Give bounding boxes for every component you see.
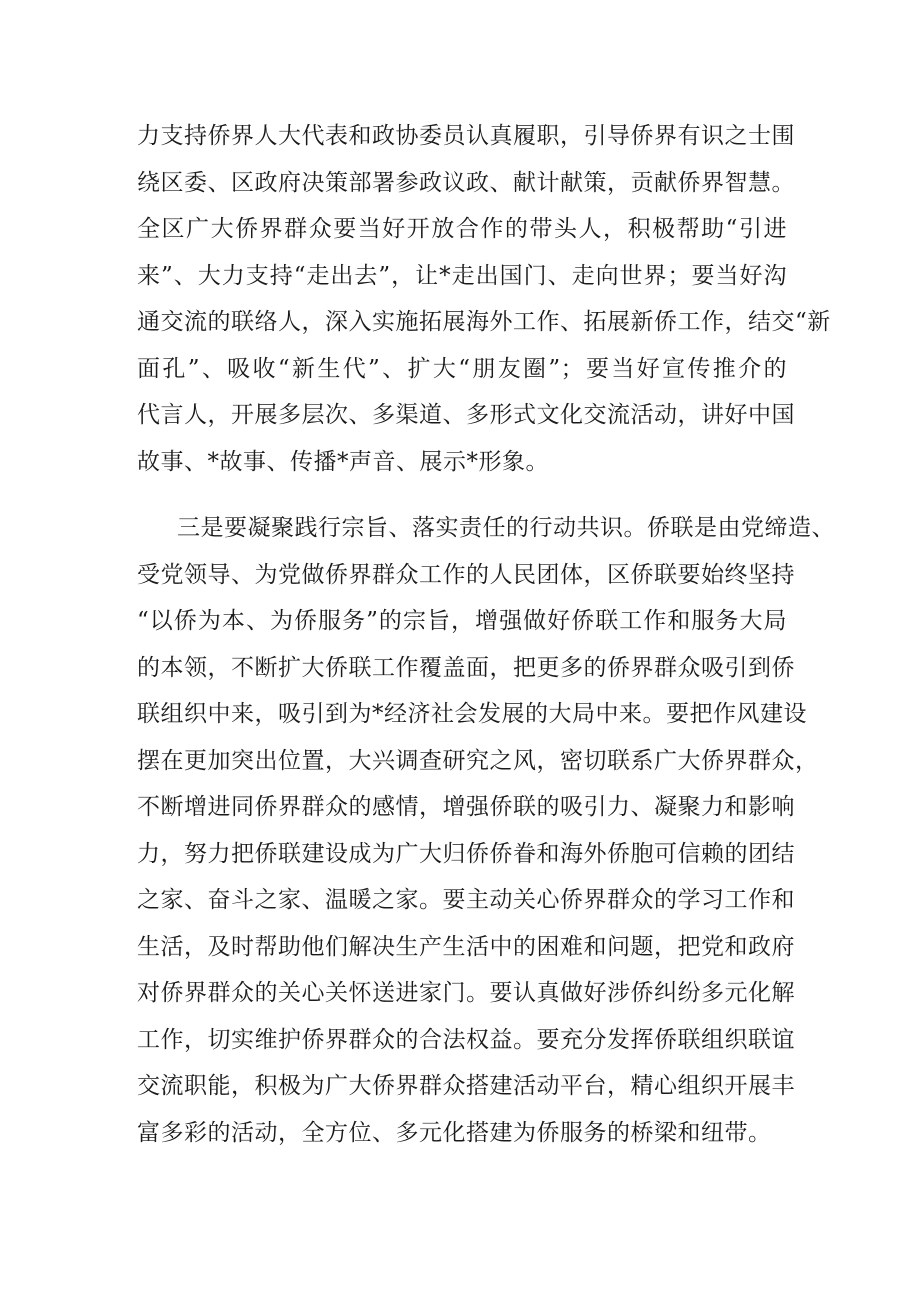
paragraph-line: 三是要凝聚践行宗旨、落实责任的行动共识。侨联是由党缔造、	[177, 515, 835, 541]
paragraph-line: 力支持侨界人大代表和政协委员认真履职，引导侨界有识之士围	[137, 123, 795, 149]
paragraph-line: 不断增进同侨界群众的感情，增强侨联的吸引力、凝聚力和影响	[137, 794, 795, 820]
paragraph-1	[137, 113, 831, 485]
paragraph-line: 来”、大力支持“走出去”，让*走出国门、走向世界；要当好沟	[137, 262, 787, 289]
paragraph-line: 联组织中来，吸引到为*经济社会发展的大局中来。要把作风建设	[137, 701, 807, 727]
paragraph-line: 的本领，不断扩大侨联工作覆盖面，把更多的侨界群众吸引到侨	[137, 654, 795, 681]
paragraph-line: 故事、*故事、传播*声音、展示*形象。	[137, 448, 549, 475]
paragraph-line: 受党领导、为党做侨界群众工作的人民团体，区侨联要始终坚持	[137, 561, 795, 588]
paragraph-line: 对侨界群众的关心关怀送进家门。要认真做好涉侨纠纷多元化解	[137, 980, 795, 1006]
paragraph-line: 面孔”、吸收“新生代”、扩大“朋友圈”；要当好宣传推介的	[137, 355, 787, 382]
paragraph-2	[137, 505, 835, 1156]
paragraph-line: 力，努力把侨联建设成为广大归侨侨眷和海外侨胞可信赖的团结	[137, 840, 795, 867]
paragraph-line: 之家、奋斗之家、温暖之家。要主动关心侨界群众的学习工作和	[137, 887, 795, 913]
paragraph-line: 绕区委、区政府决策部署参政议政、献计献策，贡献侨界智慧。	[137, 169, 795, 196]
paragraph-line: “以侨为本、为侨服务”的宗旨，增强做好侨联工作和服务大局	[137, 608, 787, 634]
paragraph-line: 工作，切实维护侨界群众的合法权益。要充分发挥侨联组织联谊	[137, 1026, 795, 1053]
paragraph-line: 通交流的联络人，深入实施拓展海外工作、拓展新侨工作，结交“新	[137, 309, 831, 335]
paragraph-line: 交流职能，积极为广大侨界群众搭建活动平台，精心组织开展丰	[137, 1073, 795, 1099]
paragraph-line: 富多彩的活动，全方位、多元化搭建为侨服务的桥梁和纽带。	[137, 1119, 772, 1146]
paragraph-line: 摆在更加突出位置，大兴调查研究之风，密切联系广大侨界群众，	[137, 747, 819, 774]
paragraph-line: 代言人，开展多层次、多渠道、多形式文化交流活动，讲好中国	[137, 402, 795, 428]
paragraph-line: 生活，及时帮助他们解决生产生活中的困难和问题，把党和政府	[137, 933, 795, 960]
paragraph-line: 全区广大侨界群众要当好开放合作的带头人，积极帮助“引进	[137, 216, 787, 242]
